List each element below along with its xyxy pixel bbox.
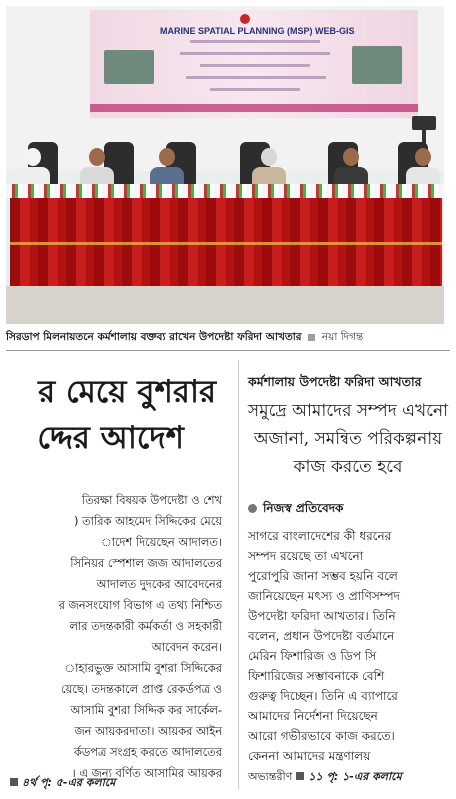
event-banner [90,10,418,118]
video-camera [412,116,436,130]
government-logo [240,14,250,24]
left-headline-line2: দ্দের আদেশ [37,420,184,456]
caption-source: নয়া দিগন্ত [321,331,364,343]
right-paragraph-line: উপদেষ্টা ফরিদা আখতার। তিনি [248,609,396,623]
left-paragraph-line: র্কডপত্র সংগ্রহ করতে আদালতের [73,745,222,759]
left-continued-note: ৪র্থ পৃ: ৫-এর কলামে [10,774,115,793]
right-paragraph-line: ফিশারিজের সম্ভাবনাকে বেশি [248,669,385,683]
square-bullet-icon [10,778,18,786]
news-photo [6,6,444,324]
left-paragraph-line: ) তারিক আহমেদ সিদ্দিকের মেয়ে [74,514,222,528]
banner-title: MARINE SPATIAL PLANNING (MSP) WEB-GIS [160,26,355,36]
caption-text: সিরডাপ মিলনায়তনে কর্মশালায় বক্তব্য রাখেন উপদেষ্টা ফরিদা আখতার [6,331,302,343]
left-paragraph-line: জন আয়করদাতা। আয়কর আইন [74,724,222,738]
right-headline-line: কাজ করতে হবে [293,457,403,477]
right-headline-line: সমুদ্রে আমাদের সম্পদ এখনো [247,401,449,421]
byline: নিজস্ব প্রতিবেদক [248,500,343,520]
left-paragraph-line: র জনসংযোগ বিভাগ এ তথ্য নিশ্চিত [58,598,222,612]
flower-garland [6,184,444,198]
right-paragraph-line: জানিয়েছেন মৎস্য ও প্রাণিসম্পদ [248,589,400,603]
right-paragraph-line: গুরুত্ব দিচ্ছেন। তিনি এ ব্যাপারে [248,689,398,703]
column-divider [238,360,239,790]
article-kicker: কর্মশালায় উপদেষ্টা ফরিদা আখতার [248,374,422,389]
left-paragraph-line: আদালত দুদকের আবেদনের [96,577,222,591]
right-paragraph-line: আরো গভীরভাবে কাজ করতে। [248,729,395,743]
left-paragraph-line: আসামি বুশরা সিদ্দিক কর সার্কেল- [70,703,222,717]
left-paragraph-line: লার তদন্তকারী কর্মকর্তা ও সহকারী [69,619,222,633]
left-article [0,360,232,794]
square-bullet-icon [296,772,304,780]
right-headline-line: অজানা, সমন্বিত পরিকল্পনায় [253,429,443,449]
right-article [242,360,452,794]
right-continued-note: অভ্যন্তরীণ ১১ পৃ: ১-এর কলামে [248,770,402,783]
left-paragraph-line: াদেশ দিয়েছেন আদালত। [101,535,222,549]
right-paragraph-line: সাগরে বাংলাদেশের কী ধরনের [248,529,392,543]
left-paragraph-line: আবেদন করেন। [151,640,222,654]
right-paragraph-line: বলেন, প্রধান উপদেষ্টা বর্তমানে [248,629,395,643]
banner-ship-image [104,50,154,84]
right-paragraph-line: মেরিন ফিশারিজ ও ডিপ সি [248,649,377,663]
left-paragraph-line: সিনিয়র স্পেশাল জজ আদালতের [70,556,222,570]
divider [6,350,450,351]
right-paragraph-line: আমাদের নির্দেশনা দিয়েছেন [248,709,378,723]
table-cloth [10,198,442,286]
photo-caption [6,330,450,346]
banner-vessel-image [352,46,402,84]
right-paragraph-line: কেননা আমাদের মন্ত্রণালয় [248,749,371,763]
left-paragraph-line: াহারভুক্ত আসামি বুশরা সিদ্দিকের [64,661,222,675]
bullet-icon [248,504,257,513]
left-headline-line1: র মেয়ে বুশরার [38,374,216,410]
left-paragraph-line: য়েছে। তদন্তকালে প্রাপ্ত রেকর্ডপত্র ও [61,682,222,696]
left-paragraph-line: । এ জন্য বর্ণিত আসামির আয়কর [71,766,222,780]
left-paragraph-line: তিরক্ষা বিষয়ক উপদেষ্টা ও শেখ [81,493,222,507]
square-bullet-icon [308,334,315,341]
right-paragraph-line: সম্পদ রয়েছে তা এখনো [248,549,364,563]
right-paragraph-line: পুরোপুরি জানা সম্ভব হয়নি বলে [248,569,398,583]
